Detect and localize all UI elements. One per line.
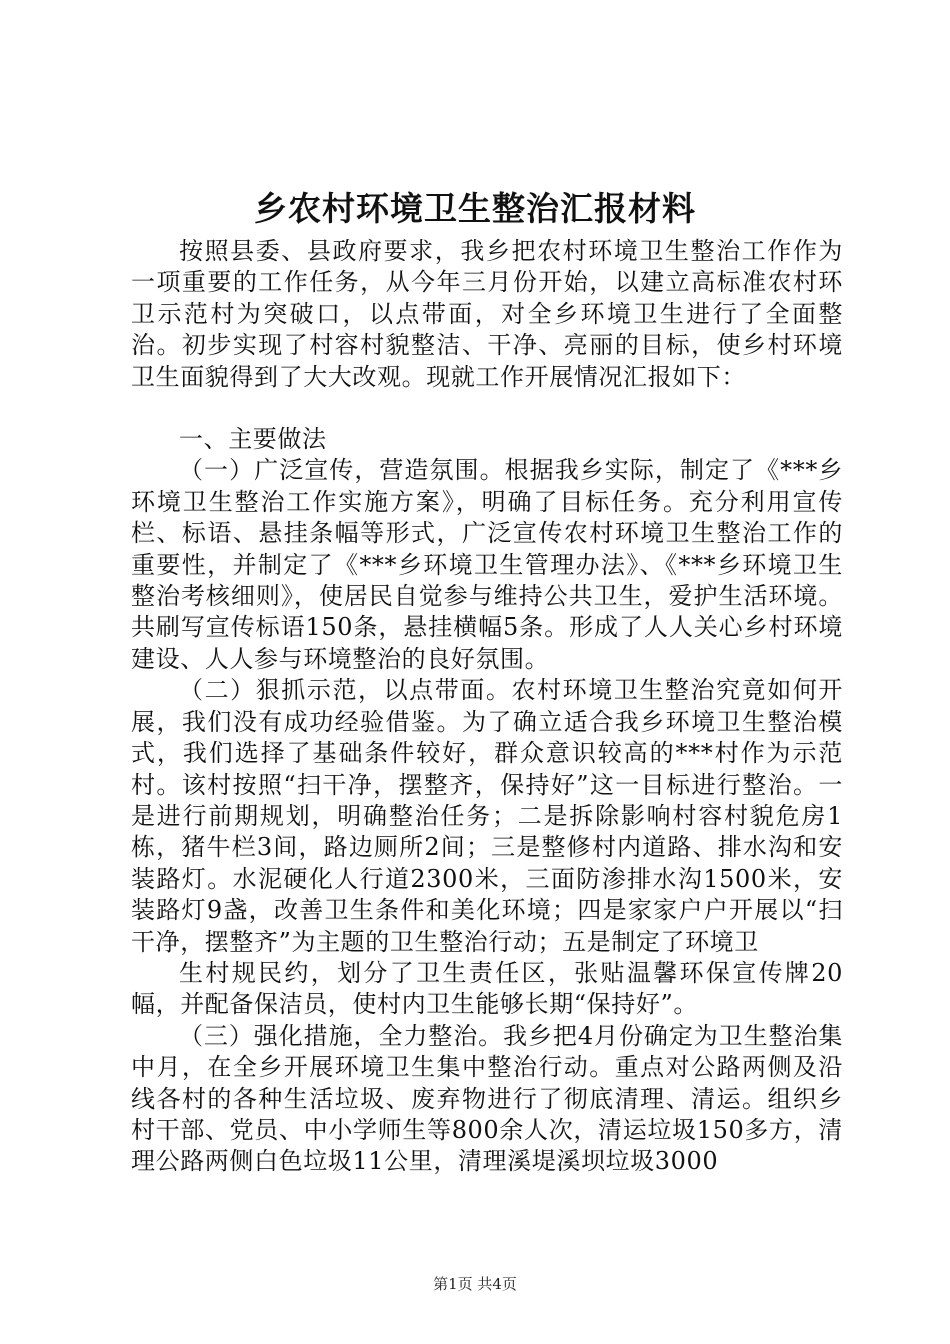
paragraph-measures: （三）强化措施，全力整治。我乡把4月份确定为卫生整治集中月，在全乡开展环境卫生集中整治行动。重点对公路两侧及沿线各村的各种生活垃圾、废弃物进行了彻底清理、清运。组织乡村干部、党员、中小学师生等800余人次，清运垃圾150多方，清理公路两侧白色垃圾11公里，清理溪堤溪坝垃圾3000: [131, 1021, 843, 1176]
paragraph-demonstration: （二）狠抓示范，以点带面。农村环境卫生整治究竟如何开展，我们没有成功经验借鉴。为了确立适合我乡环境卫生整治模式，我们选择了基础条件较好，群众意识较高的***村作为示范村。该村按照“扫干净，摆整齐，保持好”这一目标进行整治。一是进行前期规划，明确整治任务；二是拆除影响村容村貌危房1栋，猪牛栏3间，路边厕所2间；三是整修村内道路、排水沟和安装路灯。水泥硬化人行道2300米，三面防渗排水沟1500米，安装路灯9盏，改善卫生条件和美化环境；四是家家户户开展以“扫干净，摆整齐”为主题的卫生整治行动；五是制定了环境卫: [131, 676, 843, 956]
document-title: 乡农村环境卫生整治汇报材料: [254, 189, 696, 228]
section-heading-main-practices: 一、主要做法: [179, 425, 327, 454]
document-body: [131, 236, 843, 1178]
page-number-footer: 第1页 共4页: [433, 1275, 517, 1293]
intro-paragraph: 按照县委、县政府要求，我乡把农村环境卫生整治工作作为一项重要的工作任务，从今年三月份开始，以建立高标准农村环卫示范村为突破口，以点带面，对全乡环境卫生进行了全面整治。初步实现了村容村貌整洁、干净、亮丽的目标，使乡村环境卫生面貌得到了大大改观。现就工作开展情况汇报如下：: [131, 237, 843, 391]
paragraph-publicity: （一）广泛宣传，营造氛围。根据我乡实际，制定了《***乡环境卫生整治工作实施方案》，明确了目标任务。充分利用宣传栏、标语、悬挂条幅等形式，广泛宣传农村环境卫生整治工作的重要性，并制定了《***乡环境卫生管理办法》、《***乡环境卫生整治考核细则》，使居民自觉参与维持公共卫生，爱护生活环境。共刷写宣传标语150条，悬挂横幅5条。形成了人人关心乡村环境建设、人人参与环境整治的良好氛围。: [131, 456, 843, 673]
paragraph-village-rules: 生村规民约，划分了卫生责任区，张贴温馨环保宣传牌20幅，并配备保洁员，使村内卫生能够长期“保持好”。: [131, 958, 843, 1019]
